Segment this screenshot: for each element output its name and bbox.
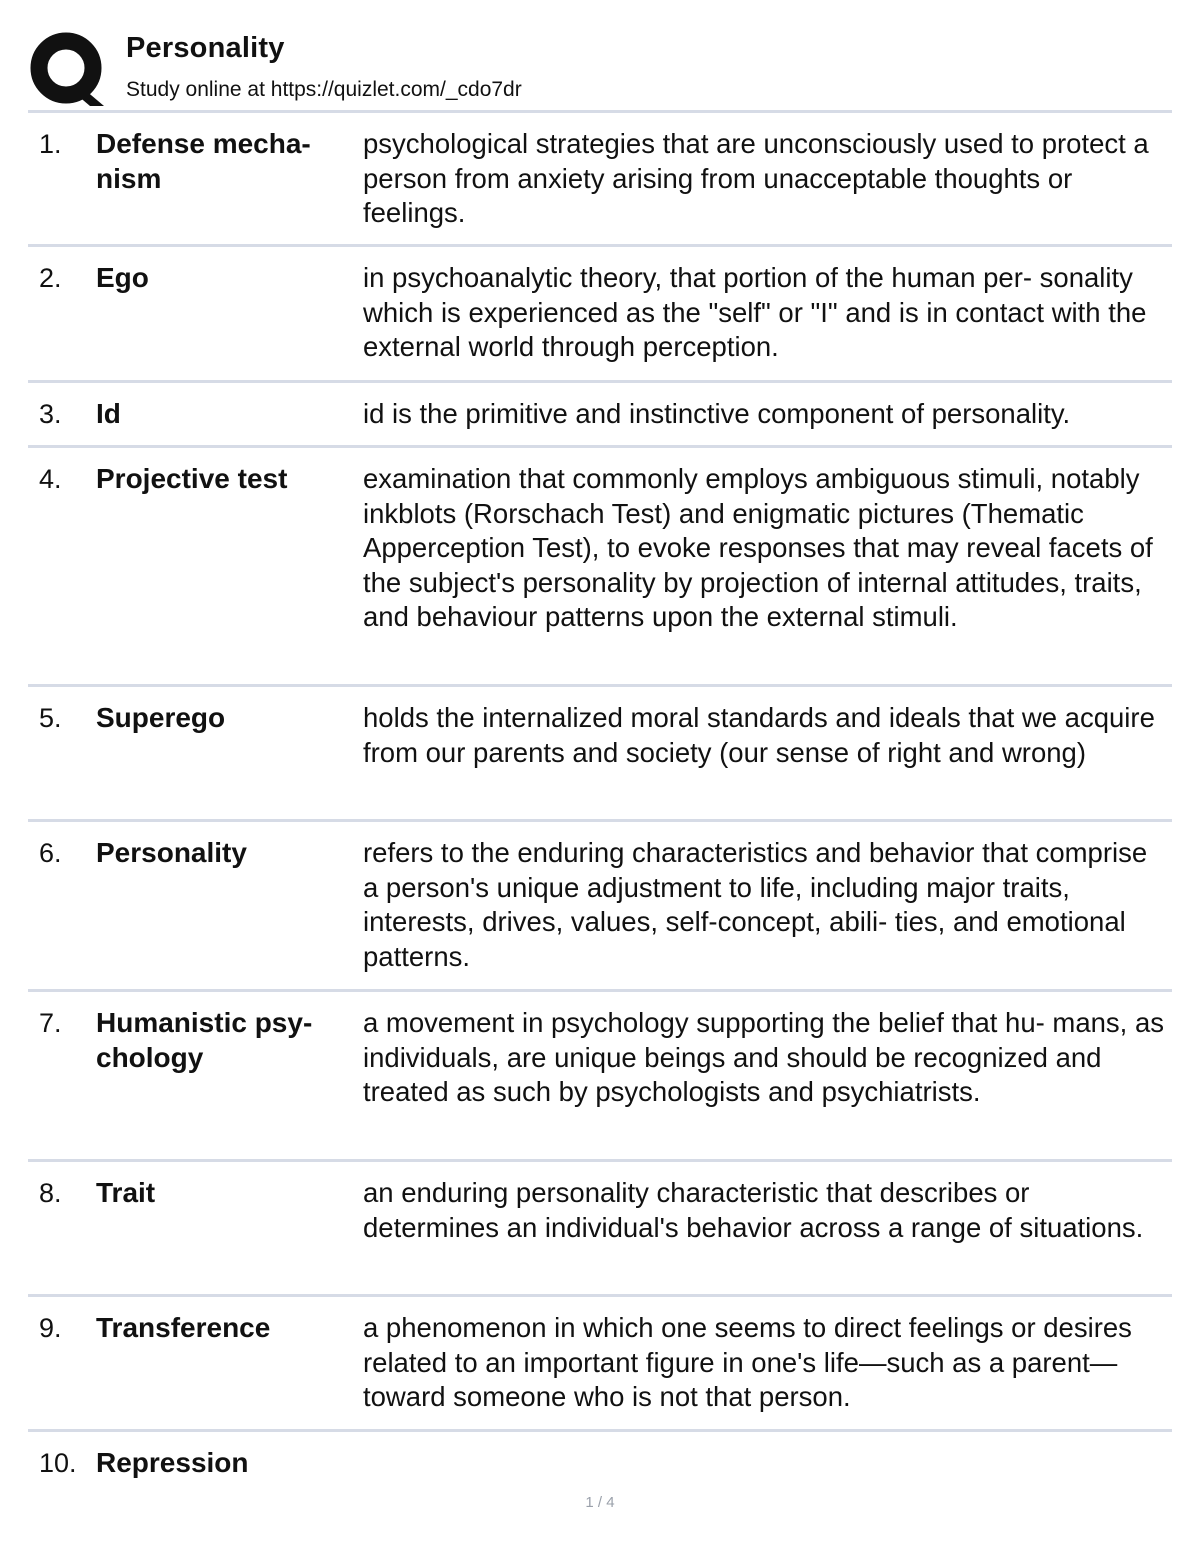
item-term: Personality	[96, 837, 247, 868]
study-online-link[interactable]: Study online at https://quizlet.com/_cdo7dr	[126, 78, 522, 101]
list-item	[28, 687, 1172, 822]
list-item	[28, 1297, 1172, 1432]
term-list	[28, 113, 1172, 1492]
item-definition: in psychoanalytic theory, that portion of the human per- sonality which is experienced as the "self" or "I" and is in contact with the external world through perception.	[363, 262, 1147, 362]
list-item	[28, 822, 1172, 992]
document-header	[28, 28, 1172, 108]
item-number: 6.	[39, 838, 62, 868]
item-term: Id	[96, 398, 121, 429]
item-number: 2.	[39, 263, 62, 293]
item-term: Trait	[96, 1177, 156, 1208]
item-term: Ego	[96, 262, 149, 293]
document-title: Personality	[126, 32, 285, 64]
item-term: Humanistic psy- chology	[96, 1007, 313, 1073]
list-item	[28, 1162, 1172, 1297]
item-number: 8.	[39, 1178, 62, 1208]
item-term: Projective test	[96, 463, 288, 494]
list-item	[28, 448, 1172, 687]
list-item	[28, 1432, 1172, 1492]
item-definition: refers to the enduring characteristics and behavior that comprise a person's unique adjustment to life, including major traits, interests, drives, values, self-concept, abili- ties, and emotional patterns.	[363, 837, 1148, 972]
item-definition: id is the primitive and instinctive component of personality.	[363, 398, 1071, 429]
item-number: 5.	[39, 703, 62, 733]
quizlet-logo-icon	[30, 32, 106, 108]
item-number: 9.	[39, 1313, 62, 1343]
item-number: 4.	[39, 464, 62, 494]
list-item	[28, 383, 1172, 448]
list-item	[28, 247, 1172, 383]
item-definition: holds the internalized moral standards and ideals that we acquire from our parents and society (our sense of right and wrong)	[363, 702, 1155, 768]
item-term: Superego	[96, 702, 226, 733]
item-definition: psychological strategies that are unconsciously used to protect a person from anxiety arising from unacceptable thoughts or feelings.	[363, 128, 1149, 228]
item-term: Transference	[96, 1312, 271, 1343]
item-term: Repression	[96, 1447, 249, 1478]
item-definition: an enduring personality characteristic that describes or determines an individual's behavior across a range of situations.	[363, 1177, 1144, 1243]
item-number: 3.	[39, 399, 62, 429]
item-term: Defense mecha- nism	[96, 128, 311, 194]
list-item	[28, 113, 1172, 247]
item-definition: a phenomenon in which one seems to direct feelings or desires related to an important figure in one's life—such as a parent—toward someone who is not that person.	[363, 1312, 1132, 1412]
item-number: 7.	[39, 1008, 62, 1038]
item-definition: a movement in psychology supporting the belief that hu- mans, as individuals, are unique beings and should be recognized and treated as such by psychologists and psychiatrists.	[363, 1007, 1165, 1107]
page-number: 1 / 4	[585, 1494, 615, 1511]
list-item	[28, 992, 1172, 1162]
item-number: 10.	[39, 1448, 77, 1478]
item-definition: examination that commonly employs ambiguous stimuli, notably inkblots (Rorschach Test) and enigmatic pictures (Thematic Apperception Test), to evoke responses that may reveal facets of the subject's personality by projection of internal attitudes, traits, and behaviour patterns upon the external stimuli.	[363, 463, 1153, 632]
item-number: 1.	[39, 129, 62, 159]
